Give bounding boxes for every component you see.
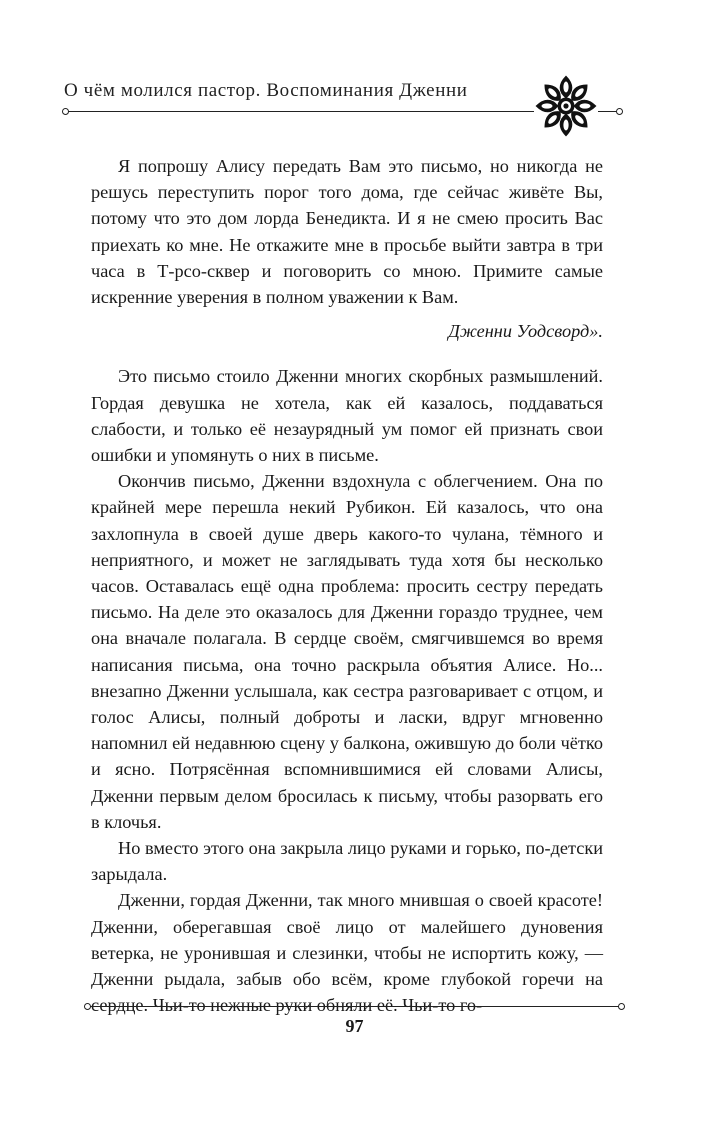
paragraph: Это письмо стоило Дженни многих скорбных размышлений. Гордая девушка не хотела, как ей казалось, поддаваться слабости, и только её незаурядный ум помог ей признать свои ошибки и упомянуть о них в письме. bbox=[91, 366, 603, 466]
footer-rule-left-dot bbox=[84, 1003, 91, 1010]
paragraph: Дженни, гордая Дженни, так много мнившая о своей красоте! Дженни, оберегавшая своё лицо от малейшего дуновения ветерка, не уронившая и слезинки, чтобы не испортить кожу, — Дженни рыдала, забыв обо всём, кроме глубокой горечи на сердце. Чьи-то нежные руки обняли её. Чьи-то го- bbox=[91, 890, 603, 1016]
paragraph: Но вместо этого она закрыла лицо руками и горько, по-детски зарыдала. bbox=[91, 838, 603, 885]
page-number: 97 bbox=[345, 1016, 364, 1036]
header-rule-right-dot bbox=[616, 108, 623, 115]
footer-rule bbox=[88, 1006, 620, 1007]
letter-signature: Дженни Уодсворд». bbox=[448, 321, 603, 342]
paragraph-letter: Я попрошу Алису передать Вам это письмо, но никогда не решусь переступить порог того дома, где сейчас живёте Вы, потому что это дом лорда Бенедикта. И я не смею просить Вас приехать ко мне. Не откажите мне в просьбе выйти завтра в три часа в Т-рсо-сквер и поговорить со мною. Примите самые искренние уверения в полном уважении к Вам. bbox=[91, 156, 603, 308]
header-rule-left-dot bbox=[62, 108, 69, 115]
running-title: О чём молился пастор. Воспоминания Дженни bbox=[64, 80, 468, 101]
footer-rule-right-dot bbox=[618, 1003, 625, 1010]
mandala-ornament-icon bbox=[534, 74, 598, 138]
paragraph: Окончив письмо, Дженни вздохнула с облегчением. Она по крайней мере перешла некий Рубикон. Ей казалось, что она захлопнула в своей душе дверь какого-то чулана, тёмного и неприятного, и может не заглядывать туда хотя бы несколько часов. Оставалась ещё одна проблема: просить сестру передать письмо. На деле это оказалось для Дженни гораздо труднее, чем она вначале полагала. В сердце своём, смягчившемся во время написания письма, она точно раскрыла объятия Алисе. Но... внезапно Дженни услышала, как сестра разговаривает с отцом, и голос Алисы, полный доброты и ласки, вдруг мгновенно напомнил ей недавнюю сцену у балкона, ожившую до боли чётко и ясно. Потрясённая вспомнившимися ей словами Алисы, Дженни первым делом бросилась к письму, чтобы разорвать его в клочья. bbox=[91, 471, 603, 832]
body-text bbox=[91, 153, 603, 1019]
